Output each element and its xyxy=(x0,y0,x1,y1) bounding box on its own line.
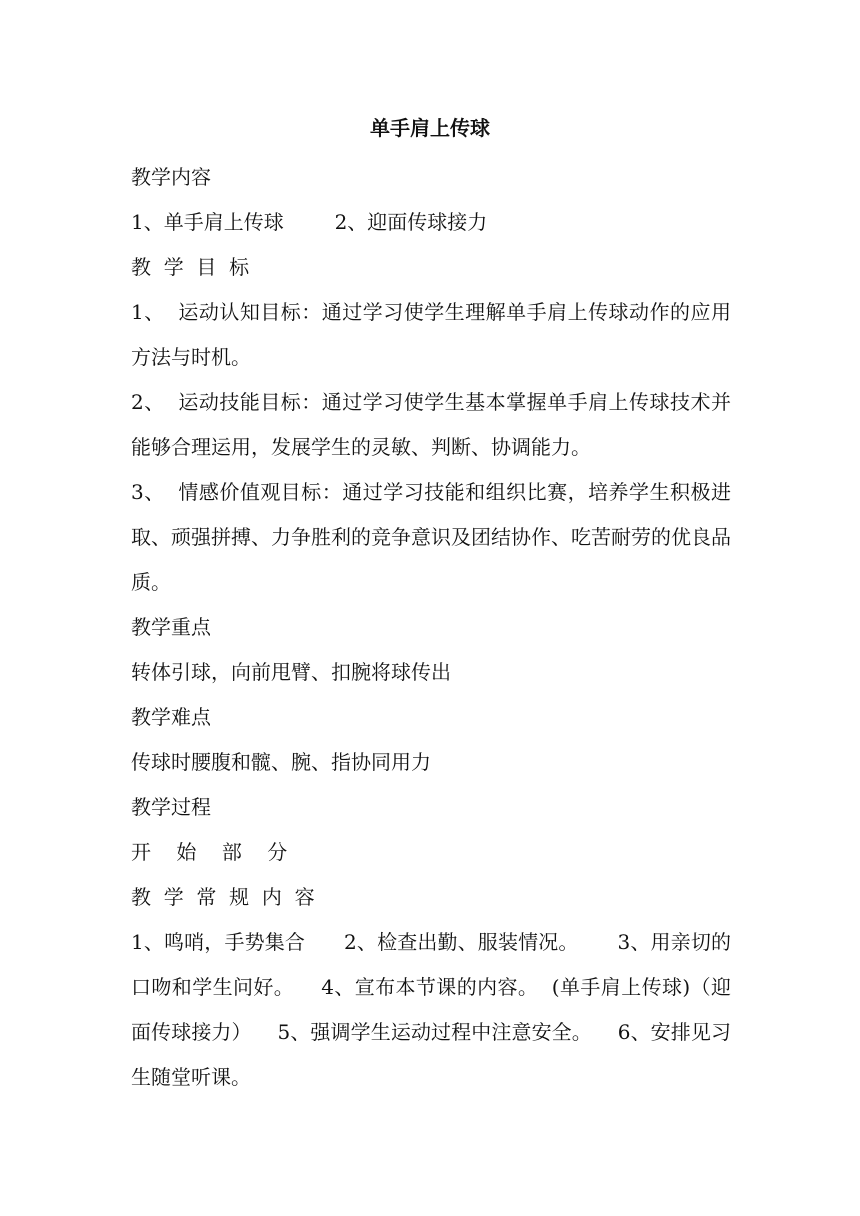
objective-skill: 2、 运动技能目标：通过学习使学生基本掌握单手肩上传球技术并能够合理运用，发展学生的灵敏、判断、协调能力。 xyxy=(131,390,731,459)
subheading-routine-content: 教 学 常 规 内 容 xyxy=(131,885,315,909)
section-heading-key-points: 教学重点 xyxy=(131,615,211,639)
routine-steps-text: 1、鸣哨，手势集合 2、检查出勤、服装情况。 3、用亲切的口吻和学生问好。 4、宣布本节课的内容。 (单手肩上传球)（迎面传球接力） 5、强调学生运动过程中注意安全。 6、安排见习生随堂听课。 xyxy=(131,930,731,1089)
objective-cognitive: 1、 运动认知目标：通过学习使学生理解单手肩上传球动作的应用方法与时机。 xyxy=(131,300,731,369)
subheading-opening-part: 开 始 部 分 xyxy=(131,840,288,864)
section-heading-objectives: 教 学 目 标 xyxy=(131,255,250,279)
document-title: 单手肩上传球 xyxy=(370,116,490,140)
section-heading-content: 教学内容 xyxy=(131,165,211,189)
content-items: 1、单手肩上传球 2、迎面传球接力 xyxy=(131,210,488,234)
document-body xyxy=(131,155,731,1100)
key-points-text: 转体引球，向前甩臂、扣腕将球传出 xyxy=(131,660,451,684)
difficulties-text: 传球时腰腹和髋、腕、指协同用力 xyxy=(131,750,431,774)
objective-affective: 3、 情感价值观目标：通过学习技能和组织比赛，培养学生积极进取、顽强拼搏、力争胜利的竞争意识及团结协作、吃苦耐劳的优良品质。 xyxy=(131,480,731,594)
section-heading-difficulties: 教学难点 xyxy=(131,705,211,729)
section-heading-process: 教学过程 xyxy=(131,795,211,819)
